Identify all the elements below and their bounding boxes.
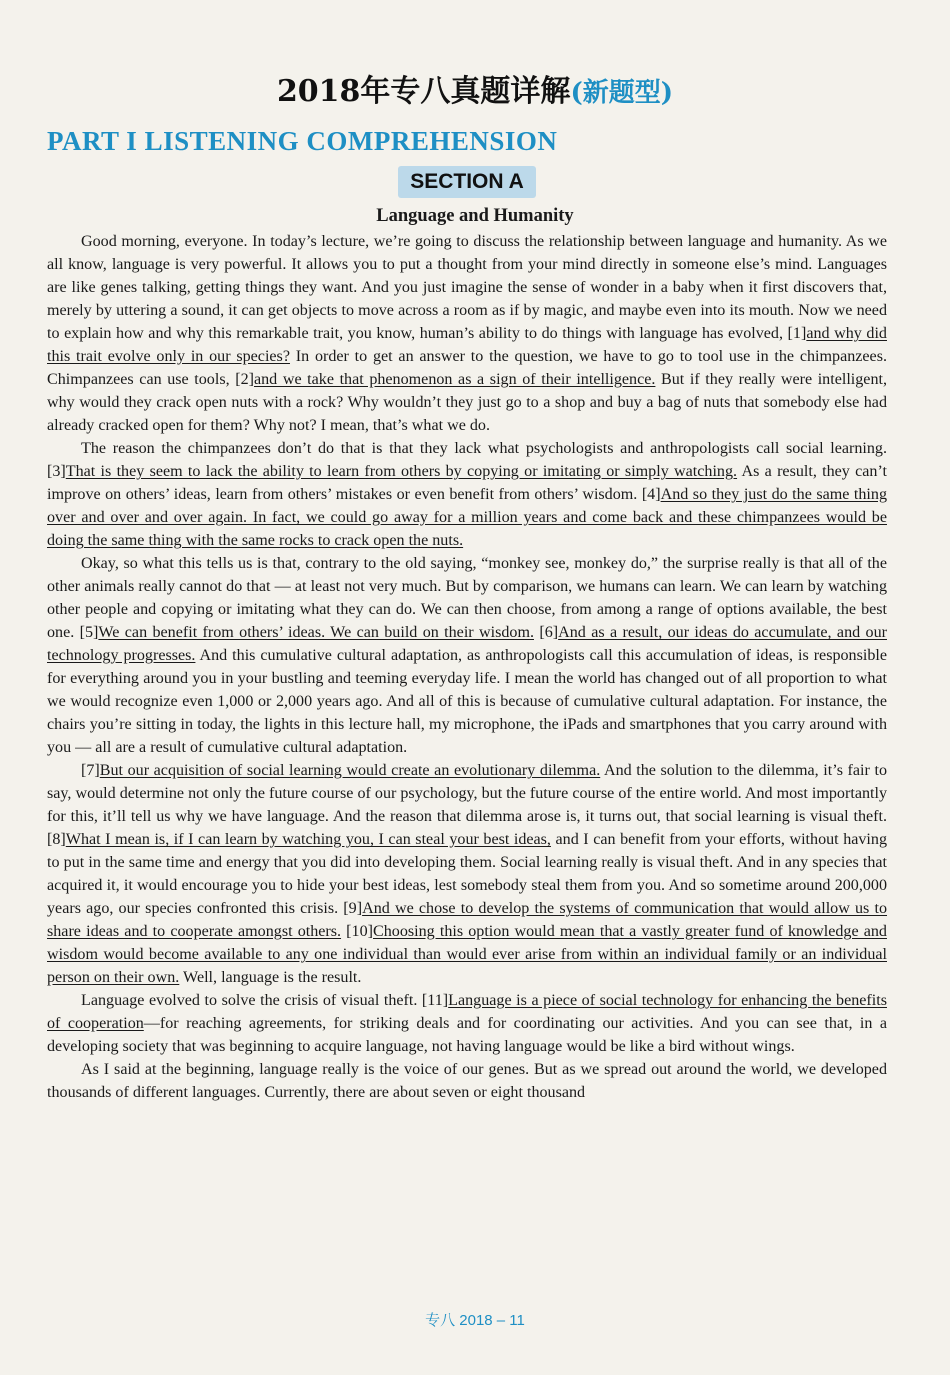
underlined-answer-text: That is they seem to lack the ability to learn from others by copying or imitating or simply watching.	[65, 463, 738, 480]
underlined-answer-text: Choosing this option would mean that a vastly greater fund of knowledge and wisdom would become available to any one individual than would ever arise from within an individual family or an individual person on their own.	[47, 923, 887, 986]
page-footer: 专八 2018 – 11	[425, 1312, 525, 1329]
article-body	[47, 230, 887, 1104]
underlined-answer-text: And as a result, our ideas do accumulate, and our technology progresses.	[47, 624, 887, 664]
paragraph	[47, 230, 887, 437]
underlined-answer-text: Language is a piece of social technology for enhancing the benefits of cooperation	[47, 992, 887, 1032]
paragraph-text: Okay, so what this tells us is that, contrary to the old saying, “monkey see, monkey do,” the surprise really is that all of the other animals really cannot do that — at least not very much. But by comparison, we humans can learn. We can learn by watching other people and copying or imitating what they can do. We can then choose, from among a range of options available, the best one. [5]	[47, 555, 887, 641]
title-subtitle: (新题型)	[570, 78, 674, 108]
paragraph	[47, 759, 887, 989]
paragraph	[47, 989, 887, 1058]
paragraph-text: Well, language is the result.	[179, 969, 362, 986]
paragraph	[47, 552, 887, 759]
underlined-answer-text: But our acquisition of social learning would create an evolutionary dilemma.	[99, 762, 601, 779]
paragraph	[47, 1058, 887, 1104]
underlined-answer-text: And we chose to develop the systems of communication that would allow us to share ideas and to cooperate amongst others.	[47, 900, 888, 940]
paragraph-text: The reason the chimpanzees don’t do that is that they lack what psychologists and anthropologists call social learning. [3]	[47, 440, 887, 480]
title-main: 2018年专八真题详解	[276, 74, 571, 109]
paragraph-text: [10]	[341, 923, 373, 940]
underlined-answer-text: What I mean is, if I can learn by watching you, I can steal your best ideas,	[65, 831, 551, 848]
paragraph-text: Good morning, everyone. In today’s lecture, we’re going to discuss the relationship between language and humanity. As we all know, language is very powerful. It allows you to put a thought from your mind directly in someone else’s mind. Languages are like genes talking, getting things they want. And you just imagine the sense of wonder in a baby when it first discovers that, merely by uttering a sound, it can get objects to move across a room as if by magic, and maybe even into its mouth. Now we need to explain how and why this remarkable trait, you know, human’s ability to do things with language has evolved, [1]	[47, 233, 887, 342]
paragraph-text: [7]	[81, 762, 100, 779]
article-title: Language and Humanity	[376, 206, 574, 226]
underlined-answer-text: And so they just do the same thing over and over and over again. In fact, we could go away for a million years and come back and these chimpanzees would be doing the same thing with the same rocks to crack open the nuts.	[47, 486, 887, 549]
paragraph-text: In order to get an answer to the question, we have to go to tool use in the chimpanzees. Chimpanzees can use tools, [2]	[47, 348, 887, 388]
paragraph-text: But if they really were intelligent, why would they crack open nuts with a rock? Why wouldn’t they just go to a shop and buy a bag of nuts that somebody else had already cracked open for them? Why not? I mean, that’s what we do.	[47, 371, 887, 434]
paragraph-text: and I can benefit from your efforts, without having to put in the same time and energy that you did into developing them. Social learning really is visual theft. And in any species that acquired it, it would encourage you to hide your best ideas, lest somebody steal them from you. And so sometime around 200,000 years ago, our species confronted this crisis. [9]	[47, 831, 887, 917]
part-heading: PART I LISTENING COMPREHENSION	[47, 126, 558, 156]
paragraph-text: And this cumulative cultural adaptation, as anthropologists call this accumulation of ideas, is responsible for everything around you in your bustling and teeming everyday life. I mean the world has changed out of all proportion to what we would recognize even 1,000 or 2,000 years ago. And all of this is because of cumulative cultural adaptation. For instance, the chairs you’re sitting in today, the lights in this lecture hall, my microphone, the iPads and smartphones that you carry around with you — all are a result of cumulative cultural adaptation.	[47, 647, 887, 756]
underlined-answer-text: and why did this trait evolve only in our species?	[47, 325, 887, 365]
underlined-answer-text: and we take that phenomenon as a sign of their intelligence.	[253, 371, 656, 388]
paragraph-text: As I said at the beginning, language really is the voice of our genes. But as we spread out around the world, we developed thousands of different languages. Currently, there are about seven or eight thousand	[47, 1061, 887, 1101]
paragraph-text: And the solution to the dilemma, it’s fair to say, would determine not only the future course of our psychology, but the future course of the entire world. And most importantly for this, it’ll tell us why we have language. And the reason that dilemma arose is, it turns out, that social learning is visual theft. [8]	[47, 762, 887, 848]
paragraph	[47, 437, 887, 552]
paragraph-text: [6]	[534, 624, 559, 641]
paragraph-text: —for reaching agreements, for striking deals and for coordinating our activities. And you can see that, in a developing society that was beginning to acquire language, not having language would be like a bird without wings.	[47, 1015, 887, 1055]
paragraph-text: As a result, they can’t improve on others’ ideas, learn from others’ mistakes or even benefit from others’ wisdom. [4]	[47, 463, 888, 503]
paragraph-text: Language evolved to solve the crisis of visual theft. [11]	[81, 992, 449, 1009]
page-title	[0, 66, 950, 110]
section-label: SECTION A	[398, 166, 536, 198]
underlined-answer-text: We can benefit from others’ ideas. We can build on their wisdom.	[98, 624, 534, 641]
